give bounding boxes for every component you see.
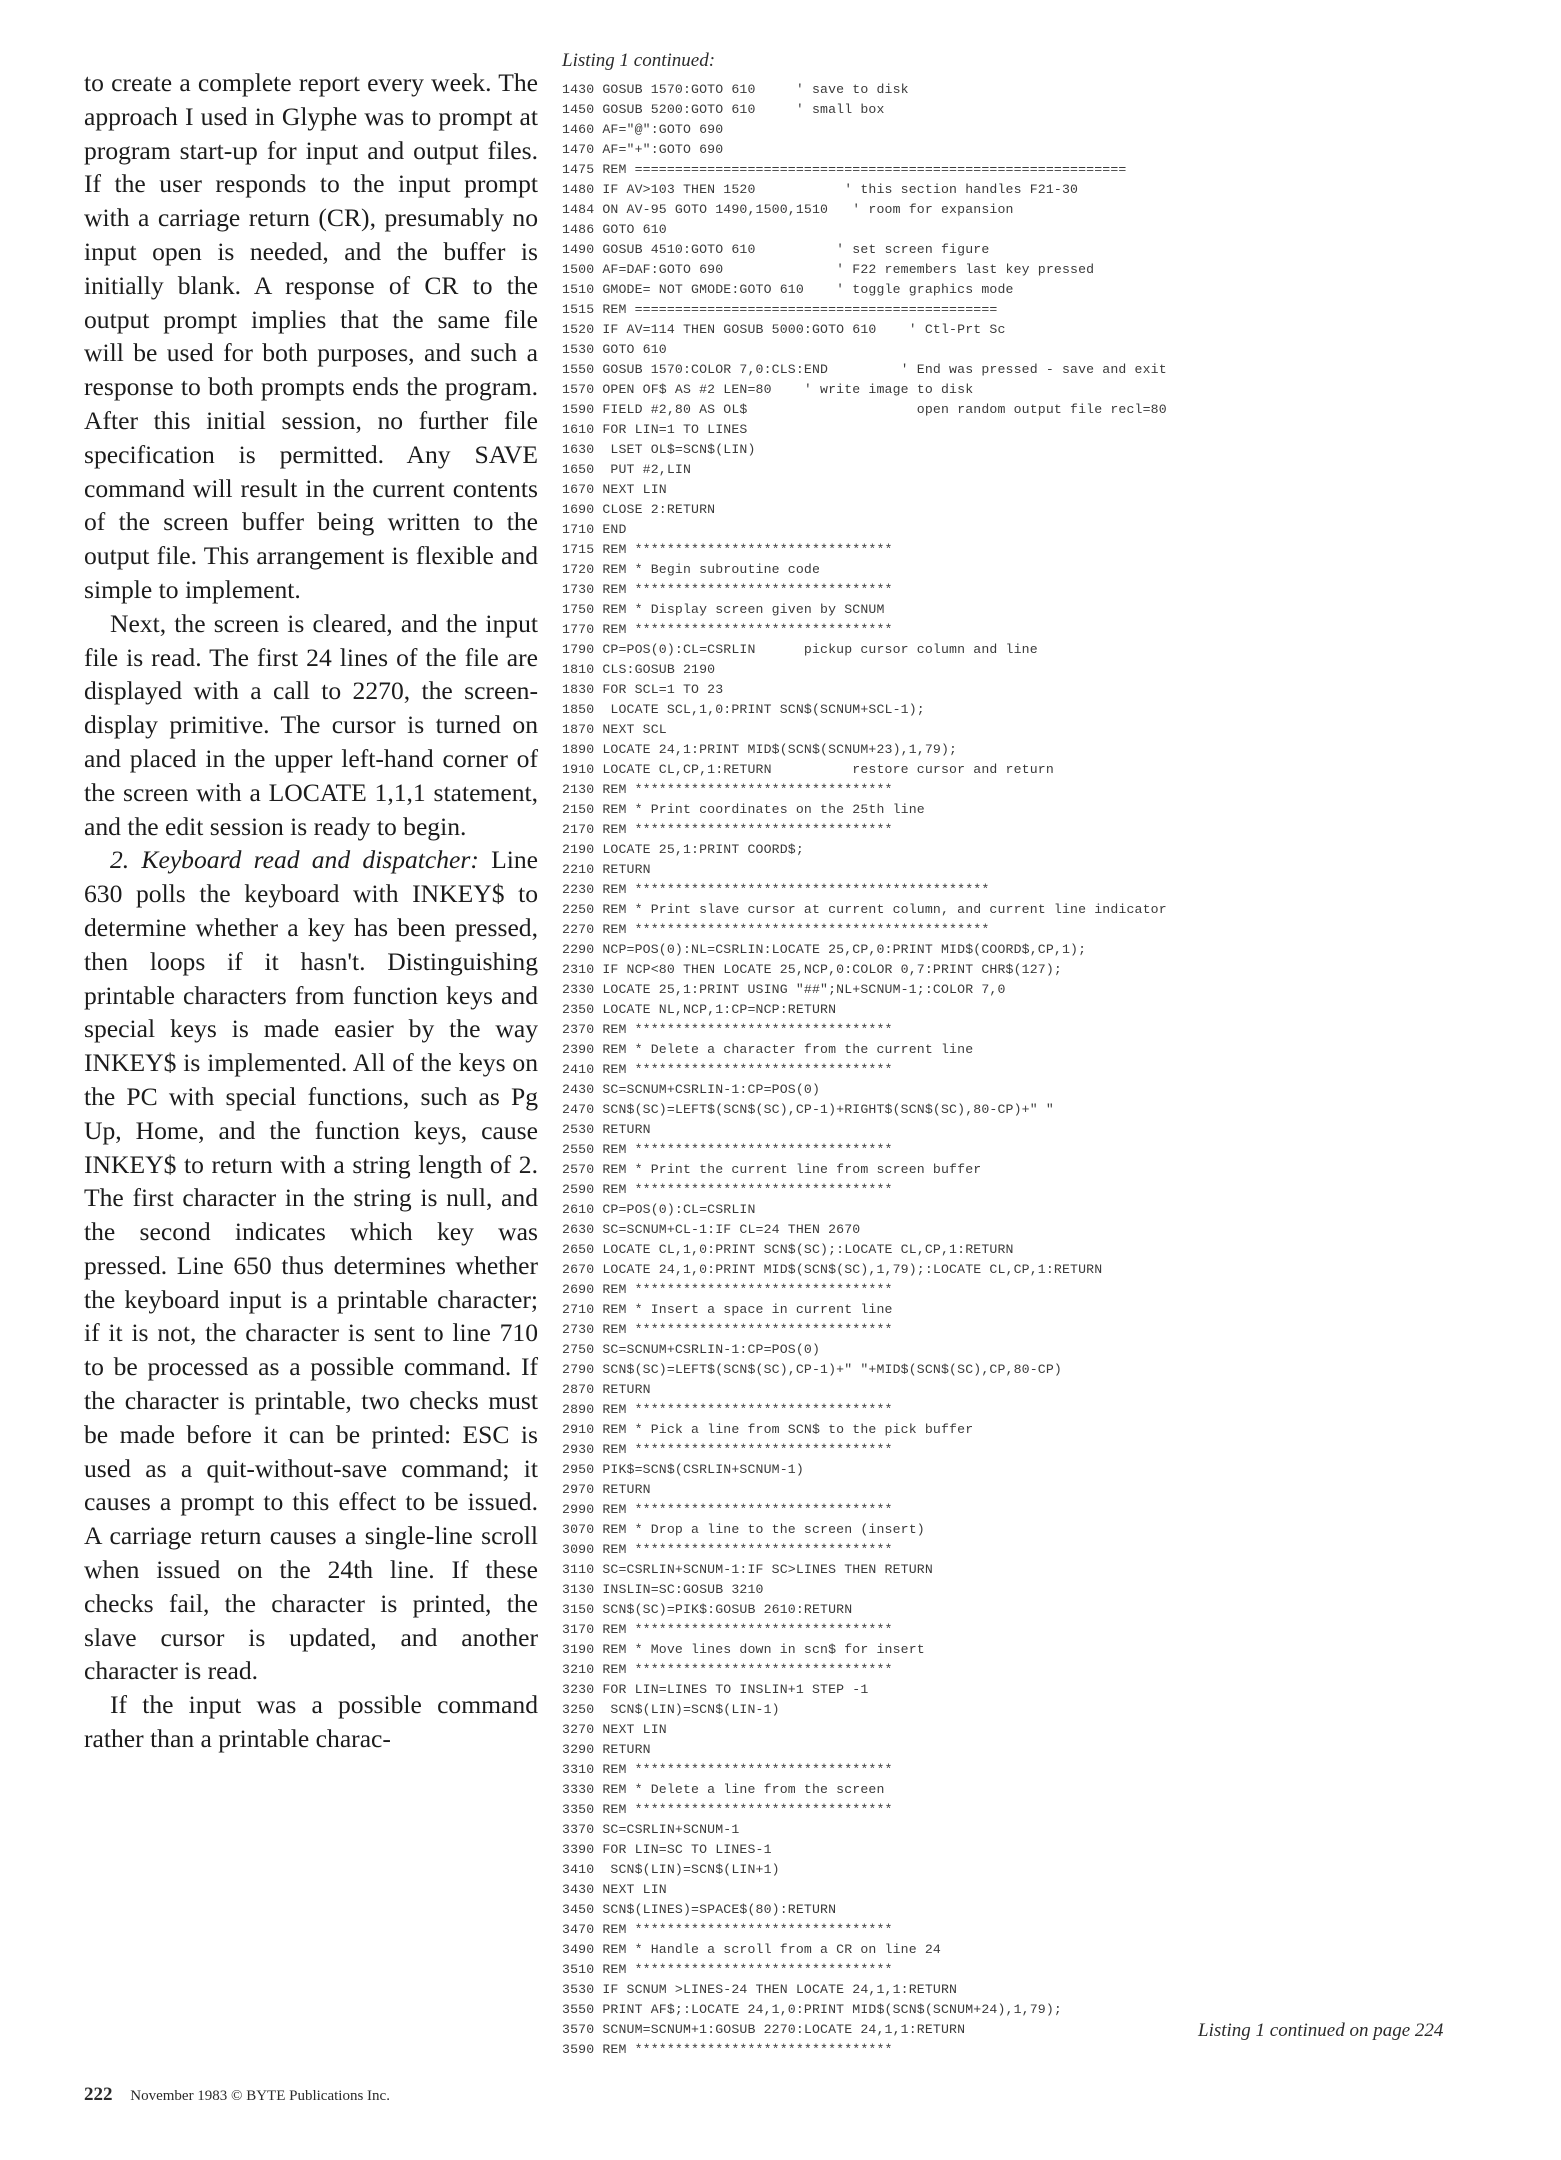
code-line: 2650 LOCATE CL,1,0:PRINT SCN$(SC);:LOCATE CL,CP,1:RETURN <box>562 1242 1014 1257</box>
code-line: 2270 REM ******************************************** <box>562 922 990 937</box>
code-line: 1910 LOCATE CL,CP,1:RETURN restore cursor and return <box>562 762 1054 777</box>
code-line: 3170 REM ******************************** <box>562 1622 893 1637</box>
section-lead: 2. Keyboard read and dispatcher: <box>110 845 479 875</box>
code-line: 2310 IF NCP<80 THEN LOCATE 25,NCP,0:COLOR 0,7:PRINT CHR$(127); <box>562 962 1062 977</box>
code-line: 3530 IF SCNUM >LINES-24 THEN LOCATE 24,1,1:RETURN <box>562 1982 958 1997</box>
code-line: 3110 SC=CSRLIN+SCNUM-1:IF SC>LINES THEN RETURN <box>562 1562 933 1577</box>
code-line: 3270 NEXT LIN <box>562 1722 667 1737</box>
code-line: 1530 GOTO 610 <box>562 342 667 357</box>
code-line: 2330 LOCATE 25,1:PRINT USING "##";NL+SCNUM-1;:COLOR 7,0 <box>562 982 1006 997</box>
code-line: 3310 REM ******************************** <box>562 1762 893 1777</box>
code-line: 1730 REM ******************************** <box>562 582 893 597</box>
code-line: 3430 NEXT LIN <box>562 1882 667 1897</box>
code-line: 2250 REM * Print slave cursor at current column, and current line indicator <box>562 902 1167 917</box>
article-paragraph <box>84 607 538 844</box>
code-line: 1570 OPEN OF$ AS #2 LEN=80 ' write image to disk <box>562 382 974 397</box>
code-line: 2570 REM * Print the current line from screen buffer <box>562 1162 982 1177</box>
code-line: 1520 IF AV=114 THEN GOSUB 5000:GOTO 610 ' Ctl-Prt Sc <box>562 322 1006 337</box>
code-line: 3550 PRINT AF$;:LOCATE 24,1,0:PRINT MID$(SCN$(SCNUM+24),1,79); <box>562 2002 1062 2017</box>
code-line: 1750 REM * Display screen given by SCNUM <box>562 602 885 617</box>
code-line: 2550 REM ******************************** <box>562 1142 893 1157</box>
code-line: 1715 REM ******************************** <box>562 542 893 557</box>
code-line: 1450 GOSUB 5200:GOTO 610 ' small box <box>562 102 885 117</box>
code-line: 2370 REM ******************************** <box>562 1022 893 1037</box>
code-line: 1490 GOSUB 4510:GOTO 610 ' set screen figure <box>562 242 990 257</box>
code-line: 1710 END <box>562 522 627 537</box>
paragraph-text: If the input was a possible command rather than a printable charac- <box>84 1690 538 1754</box>
code-line: 1486 GOTO 610 <box>562 222 667 237</box>
code-line: 1460 AF="@":GOTO 690 <box>562 122 724 137</box>
code-line: 1810 CLS:GOSUB 2190 <box>562 662 716 677</box>
code-line: 3450 SCN$(LINES)=SPACE$(80):RETURN <box>562 1902 837 1917</box>
code-line: 2390 REM * Delete a character from the current line <box>562 1042 974 1057</box>
paragraph-text: Next, the screen is cleared, and the input file is read. The first 24 lines of the file are displayed with a call to 2270, the screen-display primitive. The cursor is turned on and placed in the upper left-hand corner of the screen with a LOCATE 1,1,1 statement, and the edit session is ready to begin. <box>84 608 538 841</box>
code-line: 3230 FOR LIN=LINES TO INSLIN+1 STEP -1 <box>562 1682 869 1697</box>
code-line: 3250 SCN$(LIN)=SCN$(LIN-1) <box>562 1702 780 1717</box>
code-line: 3130 INSLIN=SC:GOSUB 3210 <box>562 1582 764 1597</box>
article-column <box>84 66 538 1756</box>
code-line: 1500 AF=DAF:GOTO 690 ' F22 remembers last key pressed <box>562 262 1095 277</box>
code-line: 3470 REM ******************************** <box>562 1922 893 1937</box>
code-line: 1484 ON AV-95 GOTO 1490,1500,1510 ' room for expansion <box>562 202 1014 217</box>
code-line: 3070 REM * Drop a line to the screen (insert) <box>562 1522 925 1537</box>
article-paragraph <box>84 1688 538 1756</box>
code-line: 3290 RETURN <box>562 1742 651 1757</box>
code-line: 2970 RETURN <box>562 1482 651 1497</box>
code-line: 1590 FIELD #2,80 AS OL$ open random output file recl=80 <box>562 402 1167 417</box>
code-line: 2670 LOCATE 24,1,0:PRINT MID$(SCN$(SC),1,79);:LOCATE CL,CP,1:RETURN <box>562 1262 1103 1277</box>
page-footer <box>84 2084 390 2106</box>
code-line: 1670 NEXT LIN <box>562 482 667 497</box>
code-line: 1430 GOSUB 1570:GOTO 610 ' save to disk <box>562 82 909 97</box>
article-paragraph <box>84 66 538 607</box>
code-line: 3330 REM * Delete a line from the screen <box>562 1782 885 1797</box>
code-line: 2210 RETURN <box>562 862 651 877</box>
code-line: 3590 REM ******************************** <box>562 2042 893 2057</box>
footer-imprint: November 1983 © BYTE Publications Inc. <box>130 2088 390 2104</box>
code-line: 1630 LSET OL$=SCN$(LIN) <box>562 442 756 457</box>
code-line: 1770 REM ******************************** <box>562 622 893 637</box>
code-line: 2950 PIK$=SCN$(CSRLIN+SCNUM-1) <box>562 1462 804 1477</box>
code-line: 3090 REM ******************************** <box>562 1542 893 1557</box>
code-line: 3370 SC=CSRLIN+SCNUM-1 <box>562 1822 740 1837</box>
article-paragraph <box>84 843 538 1688</box>
code-line: 2910 REM * Pick a line from SCN$ to the pick buffer <box>562 1422 974 1437</box>
code-line: 2590 REM ******************************** <box>562 1182 893 1197</box>
code-line: 1515 REM ============================================= <box>562 302 998 317</box>
code-line: 3150 SCN$(SC)=PIK$:GOSUB 2610:RETURN <box>562 1602 853 1617</box>
code-line: 1870 NEXT SCL <box>562 722 667 737</box>
code-line: 2690 REM ******************************** <box>562 1282 893 1297</box>
code-listing <box>562 80 1498 2060</box>
code-line: 3350 REM ******************************** <box>562 1802 893 1817</box>
paragraph-text: Line 630 polls the keyboard with INKEY$ to determine whether a key has been pressed, then loops if it hasn't. Distinguishing printable characters from function keys and special keys is made easier by the way INKEY$ is implemented. All of the keys on the PC with special functions, such as Pg Up, Home, and the function keys, cause INKEY$ to return with a string length of 2. The first character in the string is null, and the second indicates which key was pressed. Line 650 thus determines whether the keyboard input is a printable character; if it is not, the character is sent to line 710 to be processed as a possible command. If the character is printable, two checks must be made before it can be printed: ESC is used as a quit-without-save command; it causes a prompt to this effect to be issued. A carriage return causes a single-line scroll when issued on the 24th line. If these checks fail, the character is printed, the slave cursor is updated, and another character is read. <box>84 845 538 1686</box>
code-line: 2710 REM * Insert a space in current line <box>562 1302 893 1317</box>
code-line: 3570 SCNUM=SCNUM+1:GOSUB 2270:LOCATE 24,1,1:RETURN <box>562 2022 966 2037</box>
code-line: 1610 FOR LIN=1 TO LINES <box>562 422 748 437</box>
code-line: 2990 REM ******************************** <box>562 1502 893 1517</box>
code-line: 3490 REM * Handle a scroll from a CR on line 24 <box>562 1942 941 1957</box>
code-line: 2230 REM ******************************************** <box>562 882 990 897</box>
code-line: 2750 SC=SCNUM+CSRLIN-1:CP=POS(0) <box>562 1342 821 1357</box>
code-line: 1480 IF AV>103 THEN 1520 ' this section handles F21-30 <box>562 182 1079 197</box>
code-line: 1470 AF="+":GOTO 690 <box>562 142 724 157</box>
code-line: 1690 CLOSE 2:RETURN <box>562 502 716 517</box>
code-line: 2410 REM ******************************** <box>562 1062 893 1077</box>
code-line: 1475 REM ============================================================= <box>562 162 1127 177</box>
code-line: 1650 PUT #2,LIN <box>562 462 692 477</box>
paragraph-text: to create a complete report every week. The approach I used in Glyphe was to prompt at program start-up for input and output files. If the user responds to the input prompt with a carriage return (CR), presumably no input open is needed, and the buffer is initially blank. A response of CR to the output prompt implies that the same file will be used for both purposes, and such a response to both prompts ends the program. After this initial session, no further file specification is permitted. Any SAVE command will result in the current contents of the screen buffer being written to the output file. This arrangement is flexible and simple to implement. <box>84 68 538 604</box>
code-line: 2630 SC=SCNUM+CL-1:IF CL=24 THEN 2670 <box>562 1222 861 1237</box>
code-line: 1720 REM * Begin subroutine code <box>562 562 821 577</box>
code-line: 3390 FOR LIN=SC TO LINES-1 <box>562 1842 772 1857</box>
code-line: 3410 SCN$(LIN)=SCN$(LIN+1) <box>562 1862 780 1877</box>
page-number: 222 <box>84 2084 113 2105</box>
code-line: 3510 REM ******************************** <box>562 1962 893 1977</box>
code-line: 2930 REM ******************************** <box>562 1442 893 1457</box>
code-line: 2130 REM ******************************** <box>562 782 893 797</box>
code-line: 2890 REM ******************************** <box>562 1402 893 1417</box>
code-line: 1890 LOCATE 24,1:PRINT MID$(SCN$(SCNUM+23),1,79); <box>562 742 958 757</box>
code-line: 2730 REM ******************************** <box>562 1322 893 1337</box>
code-line: 1510 GMODE= NOT GMODE:GOTO 610 ' toggle graphics mode <box>562 282 1014 297</box>
code-line: 1850 LOCATE SCL,1,0:PRINT SCN$(SCNUM+SCL-1); <box>562 702 925 717</box>
code-line: 3210 REM ******************************** <box>562 1662 893 1677</box>
code-line: 2430 SC=SCNUM+CSRLIN-1:CP=POS(0) <box>562 1082 821 1097</box>
code-line: 2530 RETURN <box>562 1122 651 1137</box>
code-line: 2190 LOCATE 25,1:PRINT COORD$; <box>562 842 804 857</box>
code-line: 2350 LOCATE NL,NCP,1:CP=NCP:RETURN <box>562 1002 837 1017</box>
listing-continued-note: Listing 1 continued on page 224 <box>1198 2020 1444 2041</box>
code-line: 1550 GOSUB 1570:COLOR 7,0:CLS:END ' End was pressed - save and exit <box>562 362 1167 377</box>
code-line: 1830 FOR SCL=1 TO 23 <box>562 682 724 697</box>
code-line: 2790 SCN$(SC)=LEFT$(SCN$(SC),CP-1)+" "+MID$(SCN$(SC),CP,80-CP) <box>562 1362 1062 1377</box>
code-line: 2170 REM ******************************** <box>562 822 893 837</box>
code-line: 1790 CP=POS(0):CL=CSRLIN pickup cursor column and line <box>562 642 1038 657</box>
code-line: 3190 REM * Move lines down in scn$ for insert <box>562 1642 925 1657</box>
listing-heading: Listing 1 continued: <box>562 50 716 71</box>
code-line: 2150 REM * Print coordinates on the 25th line <box>562 802 925 817</box>
code-line: 2470 SCN$(SC)=LEFT$(SCN$(SC),CP-1)+RIGHT$(SCN$(SC),80-CP)+" " <box>562 1102 1054 1117</box>
code-line: 2610 CP=POS(0):CL=CSRLIN <box>562 1202 756 1217</box>
code-line: 2290 NCP=POS(0):NL=CSRLIN:LOCATE 25,CP,0:PRINT MID$(COORD$,CP,1); <box>562 942 1087 957</box>
code-line: 2870 RETURN <box>562 1382 651 1397</box>
